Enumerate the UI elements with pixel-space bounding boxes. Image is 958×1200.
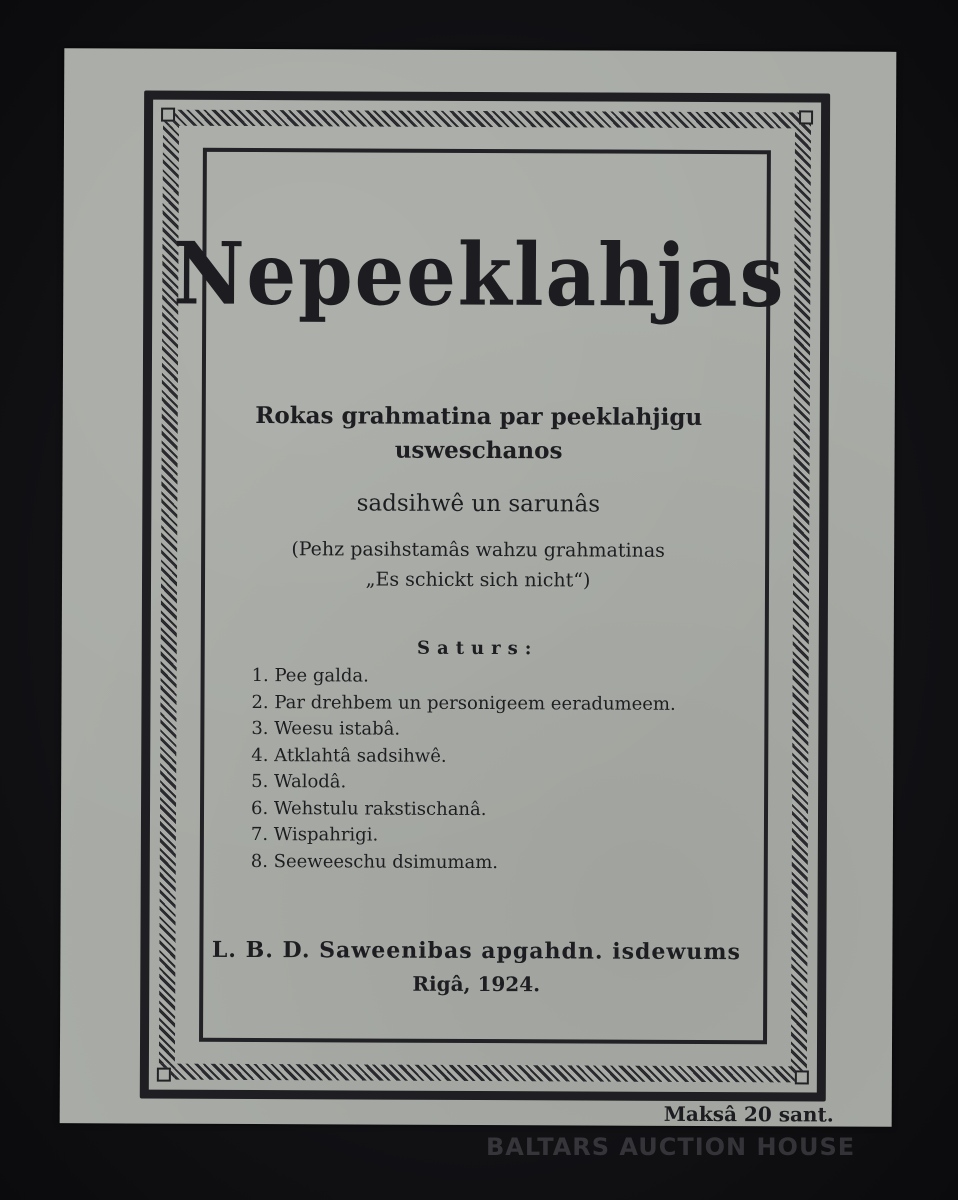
subtitle-line: sadsihwê un sarunâs <box>356 490 601 518</box>
publisher-line: L. B. D. Saweenibas apgahdn. isdewums <box>211 936 742 966</box>
source-line: „Es schickt sich nicht“) <box>365 568 591 592</box>
cover-title: Nepeeklahjas <box>172 224 786 327</box>
contents-item: 5. Walodâ. <box>251 771 347 793</box>
watermark: BALTARS AUCTION HOUSE <box>486 1133 856 1161</box>
contents-heading: Saturs: <box>417 637 539 660</box>
source-line: (Pehz pasihstamâs wahzu grahmatinas <box>291 538 665 562</box>
contents-item: 4. Atklahtâ sadsihwê. <box>251 744 447 767</box>
contents-item: 8. Seeweeschu dsimumam. <box>250 850 499 873</box>
booklet-cover <box>60 48 897 1127</box>
subtitle <box>63 398 895 470</box>
contents-item: 6. Wehstulu rakstischanâ. <box>250 797 487 820</box>
source-note <box>62 533 894 597</box>
price-label: Maksâ 20 sant. <box>663 1101 834 1127</box>
contents-item: 7. Wispahrigi. <box>250 824 379 846</box>
contents-item: 3. Weesu istabâ. <box>251 718 401 740</box>
cover-content <box>60 48 897 1127</box>
subtitle-line: usweschanos <box>394 436 563 465</box>
contents-list <box>251 663 676 877</box>
contents-item: 2. Par drehbem un personigeem eeradumeem. <box>251 691 676 715</box>
place-year: Rigâ, 1924. <box>412 971 541 997</box>
subtitle-line: Rokas grahmatina par peeklahjigu <box>255 402 703 431</box>
contents-item: 1. Pee galda. <box>251 665 369 687</box>
